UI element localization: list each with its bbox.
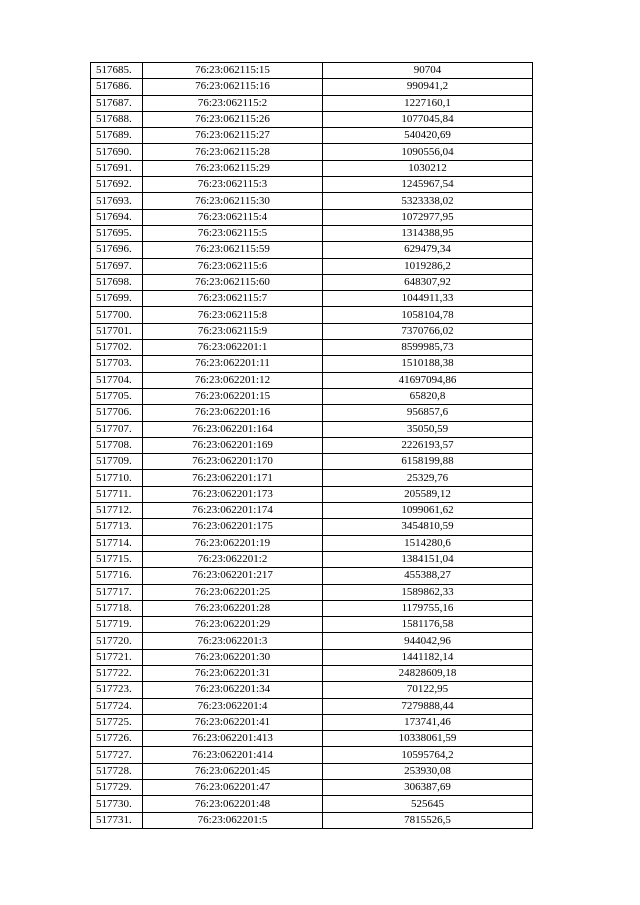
- table-row: [91, 551, 533, 567]
- table-row: [91, 437, 533, 453]
- table-row: [91, 649, 533, 665]
- cadastral-value-cell: 956857,6: [323, 405, 533, 421]
- cadastral-value-cell: 10595764,2: [323, 747, 533, 763]
- row-number-cell: 517686.: [91, 79, 143, 95]
- cadastral-value-cell: 8599985,73: [323, 340, 533, 356]
- table-row: [91, 519, 533, 535]
- table-row: [91, 503, 533, 519]
- cadastral-value-cell: 173741,46: [323, 714, 533, 730]
- row-number-cell: 517695.: [91, 225, 143, 241]
- cadastral-number-cell: 76:23:062115:5: [143, 225, 323, 241]
- table-row: [91, 470, 533, 486]
- cadastral-value-cell: 1314388,95: [323, 225, 533, 241]
- table-row: [91, 356, 533, 372]
- cadastral-value-cell: 306387,69: [323, 780, 533, 796]
- table-row: [91, 79, 533, 95]
- cadastral-value-cell: 1441182,14: [323, 649, 533, 665]
- cadastral-value-cell: 1058104,78: [323, 307, 533, 323]
- table-row: [91, 747, 533, 763]
- table-row: [91, 63, 533, 79]
- cadastral-number-cell: 76:23:062201:2: [143, 551, 323, 567]
- cadastral-value-cell: 525645: [323, 796, 533, 812]
- cadastral-number-cell: 76:23:062115:29: [143, 160, 323, 176]
- cadastral-value-cell: 1384151,04: [323, 551, 533, 567]
- table-row: [91, 177, 533, 193]
- cadastral-number-cell: 76:23:062201:41: [143, 714, 323, 730]
- cadastral-number-cell: 76:23:062115:16: [143, 79, 323, 95]
- cadastral-value-cell: 6158199,88: [323, 454, 533, 470]
- table-row: [91, 307, 533, 323]
- cadastral-value-cell: 1099061,62: [323, 503, 533, 519]
- table-row: [91, 812, 533, 828]
- table-row: [91, 633, 533, 649]
- cadastral-value-cell: 3454810,59: [323, 519, 533, 535]
- cadastral-value-cell: 1227160,1: [323, 95, 533, 111]
- cadastral-number-cell: 76:23:062201:11: [143, 356, 323, 372]
- row-number-cell: 517717.: [91, 584, 143, 600]
- row-number-cell: 517729.: [91, 780, 143, 796]
- cadastral-number-cell: 76:23:062201:16: [143, 405, 323, 421]
- table-row: [91, 731, 533, 747]
- table-row: [91, 535, 533, 551]
- table-row: [91, 780, 533, 796]
- cadastral-number-cell: 76:23:062201:28: [143, 600, 323, 616]
- cadastral-number-cell: 76:23:062201:217: [143, 568, 323, 584]
- row-number-cell: 517711.: [91, 486, 143, 502]
- row-number-cell: 517707.: [91, 421, 143, 437]
- cadastral-value-cell: 1030212: [323, 160, 533, 176]
- cadastral-value-cell: 25329,76: [323, 470, 533, 486]
- row-number-cell: 517688.: [91, 111, 143, 127]
- cadastral-number-cell: 76:23:062201:4: [143, 698, 323, 714]
- row-number-cell: 517718.: [91, 600, 143, 616]
- cadastral-value-cell: 990941,2: [323, 79, 533, 95]
- cadastral-number-cell: 76:23:062201:175: [143, 519, 323, 535]
- cadastral-value-cell: 35050,59: [323, 421, 533, 437]
- table-row: [91, 291, 533, 307]
- cadastral-value-cell: 70122,95: [323, 682, 533, 698]
- cadastral-value-cell: 1179755,16: [323, 600, 533, 616]
- cadastral-number-cell: 76:23:062201:171: [143, 470, 323, 486]
- table-row: [91, 584, 533, 600]
- table-row: [91, 323, 533, 339]
- cadastral-value-cell: 7815526,5: [323, 812, 533, 828]
- row-number-cell: 517721.: [91, 649, 143, 665]
- row-number-cell: 517714.: [91, 535, 143, 551]
- cadastral-number-cell: 76:23:062115:27: [143, 128, 323, 144]
- cadastral-value-cell: 944042,96: [323, 633, 533, 649]
- row-number-cell: 517692.: [91, 177, 143, 193]
- table-row: [91, 144, 533, 160]
- row-number-cell: 517702.: [91, 340, 143, 356]
- cadastral-value-cell: 1581176,58: [323, 617, 533, 633]
- cadastral-number-cell: 76:23:062201:25: [143, 584, 323, 600]
- table-row: [91, 95, 533, 111]
- cadastral-value-cell: 540420,69: [323, 128, 533, 144]
- cadastral-value-cell: 1514280,6: [323, 535, 533, 551]
- cadastral-number-cell: 76:23:062201:48: [143, 796, 323, 812]
- cadastral-number-cell: 76:23:062201:19: [143, 535, 323, 551]
- row-number-cell: 517704.: [91, 372, 143, 388]
- cadastral-number-cell: 76:23:062115:60: [143, 274, 323, 290]
- cadastral-value-cell: 41697094,86: [323, 372, 533, 388]
- cadastral-value-cell: 90704: [323, 63, 533, 79]
- table-row: [91, 258, 533, 274]
- row-number-cell: 517690.: [91, 144, 143, 160]
- table-row: [91, 388, 533, 404]
- cadastral-number-cell: 76:23:062115:6: [143, 258, 323, 274]
- table-row: [91, 274, 533, 290]
- cadastral-value-cell: 253930,08: [323, 763, 533, 779]
- table-row: [91, 600, 533, 616]
- cadastral-number-cell: 76:23:062201:15: [143, 388, 323, 404]
- cadastral-value-cell: 1589862,33: [323, 584, 533, 600]
- cadastral-value-cell: 629479,34: [323, 242, 533, 258]
- cadastral-number-cell: 76:23:062201:1: [143, 340, 323, 356]
- cadastral-value-cell: 7370766,02: [323, 323, 533, 339]
- table-row: [91, 763, 533, 779]
- table-row: [91, 160, 533, 176]
- row-number-cell: 517730.: [91, 796, 143, 812]
- cadastral-value-cell: 1072977,95: [323, 209, 533, 225]
- table-row: [91, 682, 533, 698]
- cadastral-number-cell: 76:23:062201:169: [143, 437, 323, 453]
- cadastral-number-cell: 76:23:062201:30: [143, 649, 323, 665]
- cadastral-number-cell: 76:23:062115:7: [143, 291, 323, 307]
- table-row: [91, 454, 533, 470]
- row-number-cell: 517703.: [91, 356, 143, 372]
- table-row: [91, 128, 533, 144]
- row-number-cell: 517710.: [91, 470, 143, 486]
- row-number-cell: 517706.: [91, 405, 143, 421]
- row-number-cell: 517697.: [91, 258, 143, 274]
- row-number-cell: 517713.: [91, 519, 143, 535]
- cadastral-value-cell: 1077045,84: [323, 111, 533, 127]
- cadastral-number-cell: 76:23:062115:8: [143, 307, 323, 323]
- cadastral-value-cell: 455388,27: [323, 568, 533, 584]
- cadastral-value-table: [90, 62, 533, 829]
- cadastral-number-cell: 76:23:062201:45: [143, 763, 323, 779]
- row-number-cell: 517694.: [91, 209, 143, 225]
- cadastral-value-cell: 1245967,54: [323, 177, 533, 193]
- cadastral-value-cell: 65820,8: [323, 388, 533, 404]
- row-number-cell: 517689.: [91, 128, 143, 144]
- cadastral-number-cell: 76:23:062201:34: [143, 682, 323, 698]
- table-row: [91, 209, 533, 225]
- cadastral-value-cell: 1090556,04: [323, 144, 533, 160]
- cadastral-number-cell: 76:23:062115:2: [143, 95, 323, 111]
- row-number-cell: 517708.: [91, 437, 143, 453]
- row-number-cell: 517725.: [91, 714, 143, 730]
- row-number-cell: 517709.: [91, 454, 143, 470]
- cadastral-value-cell: 10338061,59: [323, 731, 533, 747]
- row-number-cell: 517722.: [91, 665, 143, 681]
- table-row: [91, 714, 533, 730]
- cadastral-value-cell: 648307,92: [323, 274, 533, 290]
- table-row: [91, 796, 533, 812]
- table-row: [91, 665, 533, 681]
- cadastral-value-cell: 24828609,18: [323, 665, 533, 681]
- row-number-cell: 517727.: [91, 747, 143, 763]
- cadastral-value-cell: 1510188,38: [323, 356, 533, 372]
- cadastral-number-cell: 76:23:062115:30: [143, 193, 323, 209]
- row-number-cell: 517687.: [91, 95, 143, 111]
- cadastral-number-cell: 76:23:062115:28: [143, 144, 323, 160]
- cadastral-number-cell: 76:23:062201:170: [143, 454, 323, 470]
- table-body: [91, 63, 533, 829]
- cadastral-number-cell: 76:23:062115:26: [143, 111, 323, 127]
- cadastral-number-cell: 76:23:062115:3: [143, 177, 323, 193]
- table-row: [91, 568, 533, 584]
- row-number-cell: 517700.: [91, 307, 143, 323]
- cadastral-number-cell: 76:23:062201:5: [143, 812, 323, 828]
- row-number-cell: 517691.: [91, 160, 143, 176]
- row-number-cell: 517719.: [91, 617, 143, 633]
- row-number-cell: 517701.: [91, 323, 143, 339]
- cadastral-number-cell: 76:23:062201:47: [143, 780, 323, 796]
- row-number-cell: 517685.: [91, 63, 143, 79]
- table-row: [91, 421, 533, 437]
- cadastral-number-cell: 76:23:062201:29: [143, 617, 323, 633]
- row-number-cell: 517712.: [91, 503, 143, 519]
- cadastral-value-cell: 5323338,02: [323, 193, 533, 209]
- row-number-cell: 517724.: [91, 698, 143, 714]
- row-number-cell: 517723.: [91, 682, 143, 698]
- row-number-cell: 517728.: [91, 763, 143, 779]
- cadastral-number-cell: 76:23:062201:174: [143, 503, 323, 519]
- cadastral-value-cell: 1044911,33: [323, 291, 533, 307]
- cadastral-value-cell: 205589,12: [323, 486, 533, 502]
- row-number-cell: 517699.: [91, 291, 143, 307]
- cadastral-number-cell: 76:23:062201:414: [143, 747, 323, 763]
- cadastral-number-cell: 76:23:062115:15: [143, 63, 323, 79]
- cadastral-value-cell: 2226193,57: [323, 437, 533, 453]
- cadastral-number-cell: 76:23:062201:31: [143, 665, 323, 681]
- cadastral-value-cell: 7279888,44: [323, 698, 533, 714]
- table-row: [91, 698, 533, 714]
- table-row: [91, 193, 533, 209]
- cadastral-number-cell: 76:23:062201:12: [143, 372, 323, 388]
- cadastral-number-cell: 76:23:062201:164: [143, 421, 323, 437]
- row-number-cell: 517715.: [91, 551, 143, 567]
- table-row: [91, 372, 533, 388]
- table-row: [91, 242, 533, 258]
- row-number-cell: 517705.: [91, 388, 143, 404]
- table-row: [91, 225, 533, 241]
- table-row: [91, 111, 533, 127]
- cadastral-number-cell: 76:23:062201:173: [143, 486, 323, 502]
- row-number-cell: 517731.: [91, 812, 143, 828]
- table-row: [91, 340, 533, 356]
- table-row: [91, 405, 533, 421]
- row-number-cell: 517716.: [91, 568, 143, 584]
- row-number-cell: 517698.: [91, 274, 143, 290]
- cadastral-number-cell: 76:23:062115:4: [143, 209, 323, 225]
- row-number-cell: 517720.: [91, 633, 143, 649]
- row-number-cell: 517696.: [91, 242, 143, 258]
- cadastral-number-cell: 76:23:062115:9: [143, 323, 323, 339]
- cadastral-number-cell: 76:23:062115:59: [143, 242, 323, 258]
- row-number-cell: 517693.: [91, 193, 143, 209]
- cadastral-number-cell: 76:23:062201:413: [143, 731, 323, 747]
- table-row: [91, 617, 533, 633]
- table-row: [91, 486, 533, 502]
- cadastral-value-cell: 1019286,2: [323, 258, 533, 274]
- row-number-cell: 517726.: [91, 731, 143, 747]
- cadastral-number-cell: 76:23:062201:3: [143, 633, 323, 649]
